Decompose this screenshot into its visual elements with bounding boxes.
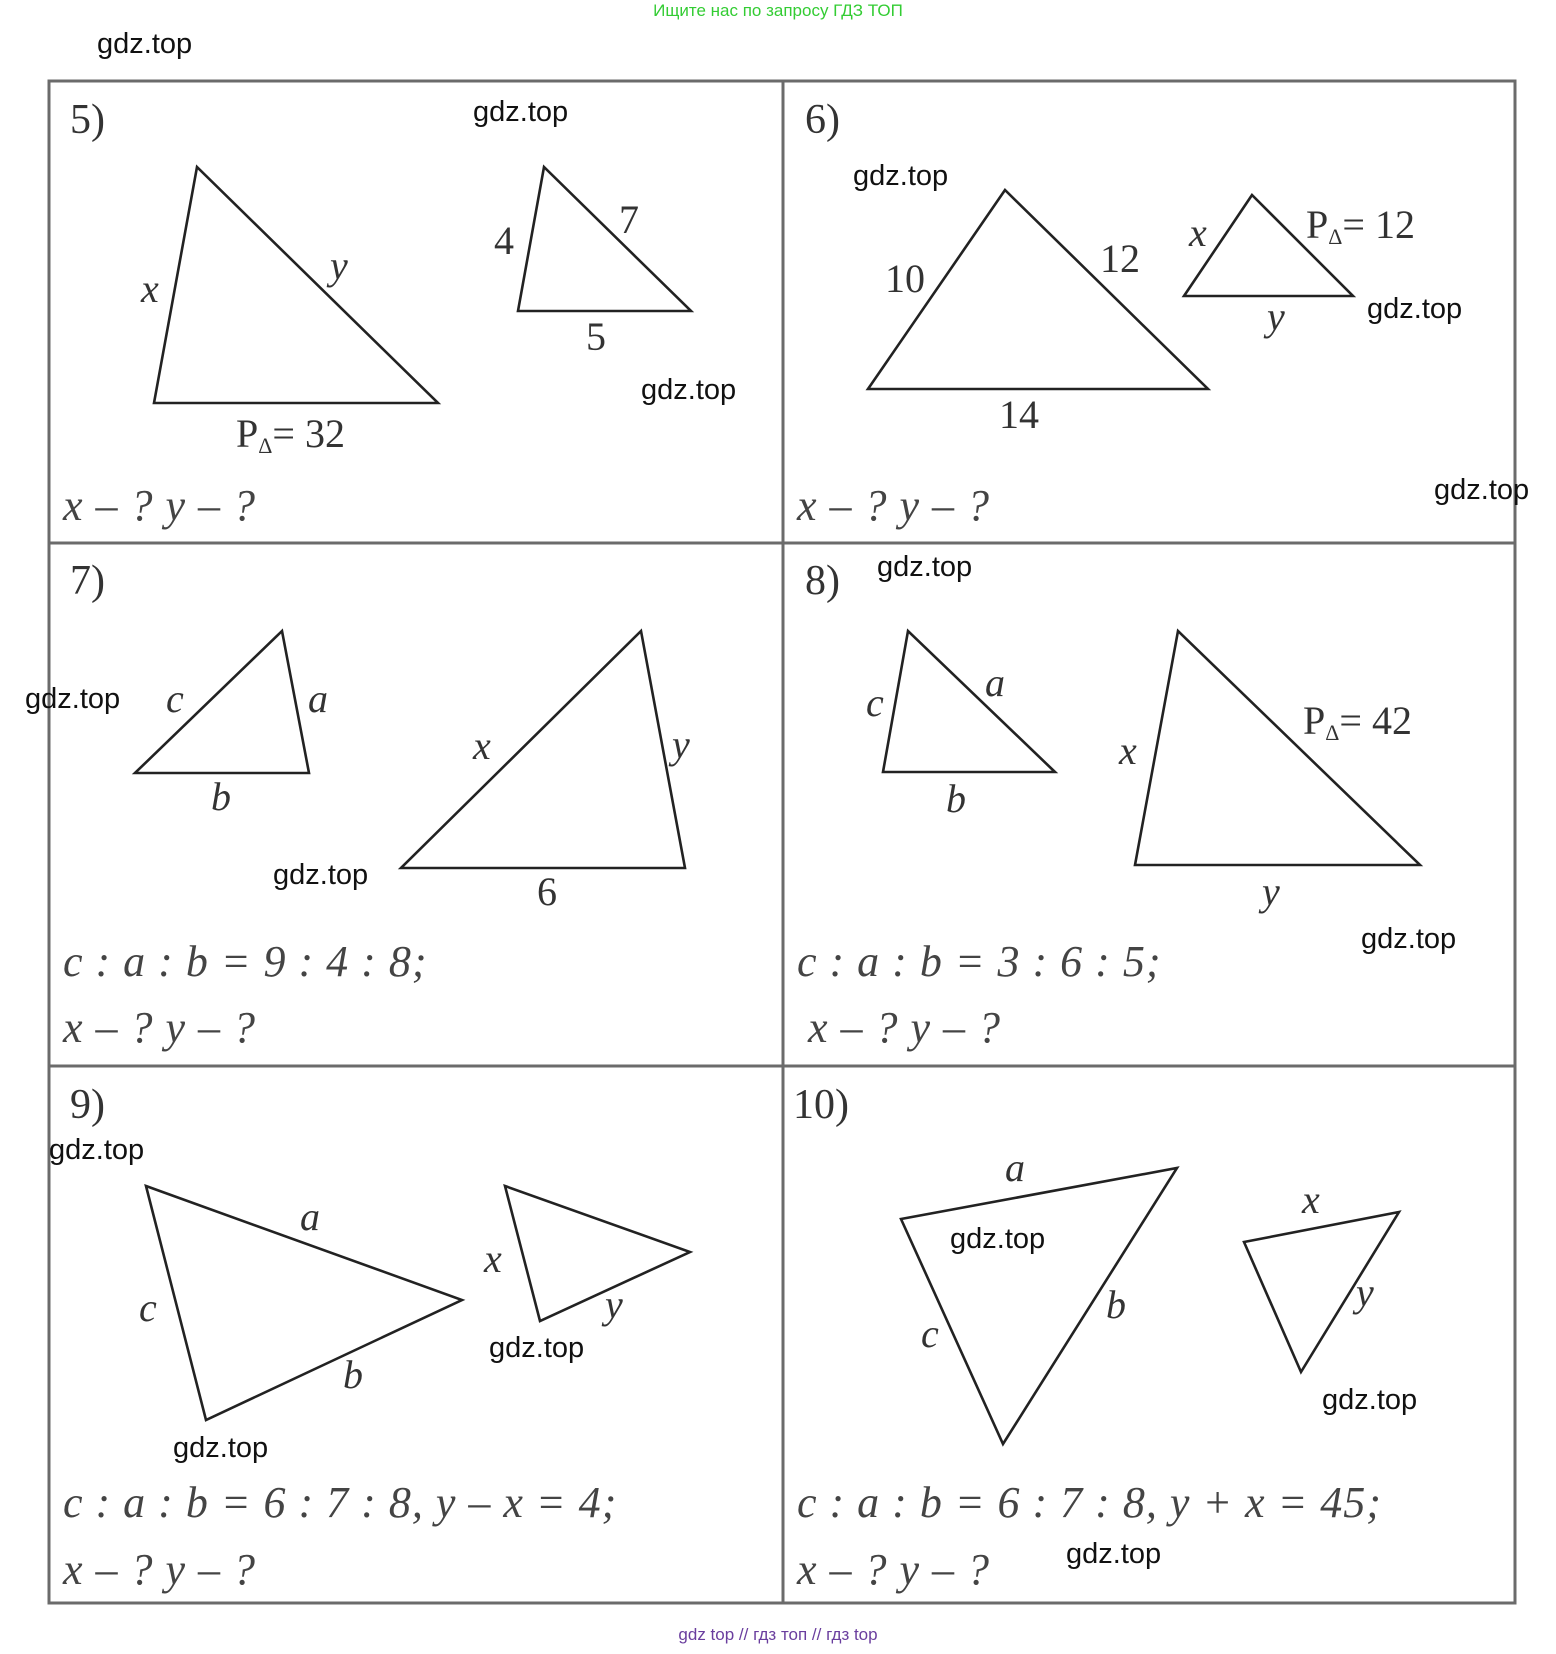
perimeter-subscript: Δ xyxy=(1328,224,1343,249)
question: x – ? y – ? xyxy=(797,1545,991,1594)
side-label-y: y xyxy=(330,243,348,288)
side-label-y: y xyxy=(672,722,690,767)
problem-9 xyxy=(62,1082,690,1594)
side-label-12: 12 xyxy=(1100,236,1140,281)
side-label-x: x xyxy=(141,266,159,311)
side-label-x: x xyxy=(473,723,491,768)
ratio: c : a : b = 3 : 6 : 5; xyxy=(797,937,1162,986)
small-triangle xyxy=(1244,1212,1399,1372)
watermark: gdz.top xyxy=(950,1223,1046,1255)
side-label-x: x xyxy=(1119,728,1137,773)
big-triangle xyxy=(401,631,685,868)
side-label-c: c xyxy=(866,680,884,725)
watermark: gdz.top xyxy=(1066,1538,1162,1570)
side-label-c: c xyxy=(166,676,184,721)
perimeter-label xyxy=(236,411,345,458)
side-label-5: 5 xyxy=(586,314,606,359)
side-label-14: 14 xyxy=(999,392,1039,437)
ratio: c : a : b = 6 : 7 : 8, y + x = 45; xyxy=(797,1478,1382,1527)
small-triangle xyxy=(505,1186,690,1321)
problem-number: 9) xyxy=(70,1082,105,1128)
perimeter-value: = 12 xyxy=(1342,202,1415,247)
watermark: gdz.top xyxy=(273,859,369,891)
watermark: gdz.top xyxy=(877,551,973,583)
side-label-x: x xyxy=(484,1236,502,1281)
side-label-b: b xyxy=(946,776,966,821)
side-label-x: x xyxy=(1189,210,1207,255)
problem-number: 7) xyxy=(70,558,105,604)
side-label-x: x xyxy=(1302,1177,1320,1222)
side-label-y: y xyxy=(1356,1270,1374,1315)
problem-5 xyxy=(62,97,691,530)
side-label-a: a xyxy=(308,676,328,721)
watermark: gdz.top xyxy=(49,1134,145,1166)
footer-note: gdz top // гдз топ // гдз top xyxy=(678,1625,878,1644)
problem-10 xyxy=(793,1082,1399,1594)
side-label-a: a xyxy=(300,1194,320,1239)
side-label-c: c xyxy=(921,1311,939,1356)
perimeter-subscript: Δ xyxy=(1325,720,1340,745)
watermark: gdz.top xyxy=(1322,1384,1418,1416)
side-label-b: b xyxy=(343,1352,363,1397)
perimeter-value: = 32 xyxy=(272,411,345,456)
watermark: gdz.top xyxy=(1361,923,1457,955)
watermark: gdz.top xyxy=(1367,293,1463,325)
side-label-c: c xyxy=(139,1285,157,1330)
problem-7 xyxy=(62,558,690,1052)
big-triangle xyxy=(1135,631,1420,865)
side-label-10: 10 xyxy=(885,256,925,301)
side-label-b: b xyxy=(211,774,231,819)
side-label-a: a xyxy=(1005,1145,1025,1190)
perimeter-symbol: P xyxy=(1303,698,1326,743)
watermark: gdz.top xyxy=(489,1332,585,1364)
side-label-y: y xyxy=(605,1282,623,1327)
problem-number: 8) xyxy=(805,558,840,604)
side-label-b: b xyxy=(1106,1282,1126,1327)
ratio: c : a : b = 9 : 4 : 8; xyxy=(63,937,428,986)
watermark: gdz.top xyxy=(641,374,737,406)
side-label-a: a xyxy=(985,660,1005,705)
perimeter-subscript: Δ xyxy=(258,433,273,458)
watermark: gdz.top xyxy=(173,1432,269,1464)
perimeter-value: = 42 xyxy=(1339,698,1412,743)
ratio: c : a : b = 6 : 7 : 8, y – x = 4; xyxy=(63,1478,618,1527)
side-label-y: y xyxy=(1262,869,1280,914)
watermark: gdz.top xyxy=(473,96,569,128)
question: x – ? y – ? xyxy=(63,1003,257,1052)
header-note: Ищите нас по запросу ГДЗ ТОП xyxy=(653,1,903,20)
question: x – ? y – ? xyxy=(63,481,257,530)
problem-number: 5) xyxy=(70,97,105,143)
perimeter-label xyxy=(1306,202,1415,249)
big-triangle xyxy=(901,1168,1177,1444)
perimeter-symbol: P xyxy=(236,411,259,456)
side-label-4: 4 xyxy=(494,218,514,263)
question: x – ? y – ? xyxy=(797,481,991,530)
problem-number: 6) xyxy=(805,97,840,143)
watermark: gdz.top xyxy=(97,28,193,60)
big-triangle xyxy=(154,167,438,403)
perimeter-symbol: P xyxy=(1306,202,1329,247)
problem-number: 10) xyxy=(793,1082,849,1128)
watermark: gdz.top xyxy=(1434,474,1530,506)
side-label-7: 7 xyxy=(619,197,639,242)
side-label-y: y xyxy=(1267,294,1285,339)
question: x – ? y – ? xyxy=(808,1003,1002,1052)
problem-8 xyxy=(797,558,1420,1052)
small-triangle xyxy=(518,167,691,311)
question: x – ? y – ? xyxy=(63,1545,257,1594)
watermark: gdz.top xyxy=(853,160,949,192)
side-label-6: 6 xyxy=(537,869,557,914)
small-triangle xyxy=(135,631,309,773)
small-triangle xyxy=(883,631,1055,772)
perimeter-label xyxy=(1303,698,1412,745)
watermark: gdz.top xyxy=(25,683,121,715)
